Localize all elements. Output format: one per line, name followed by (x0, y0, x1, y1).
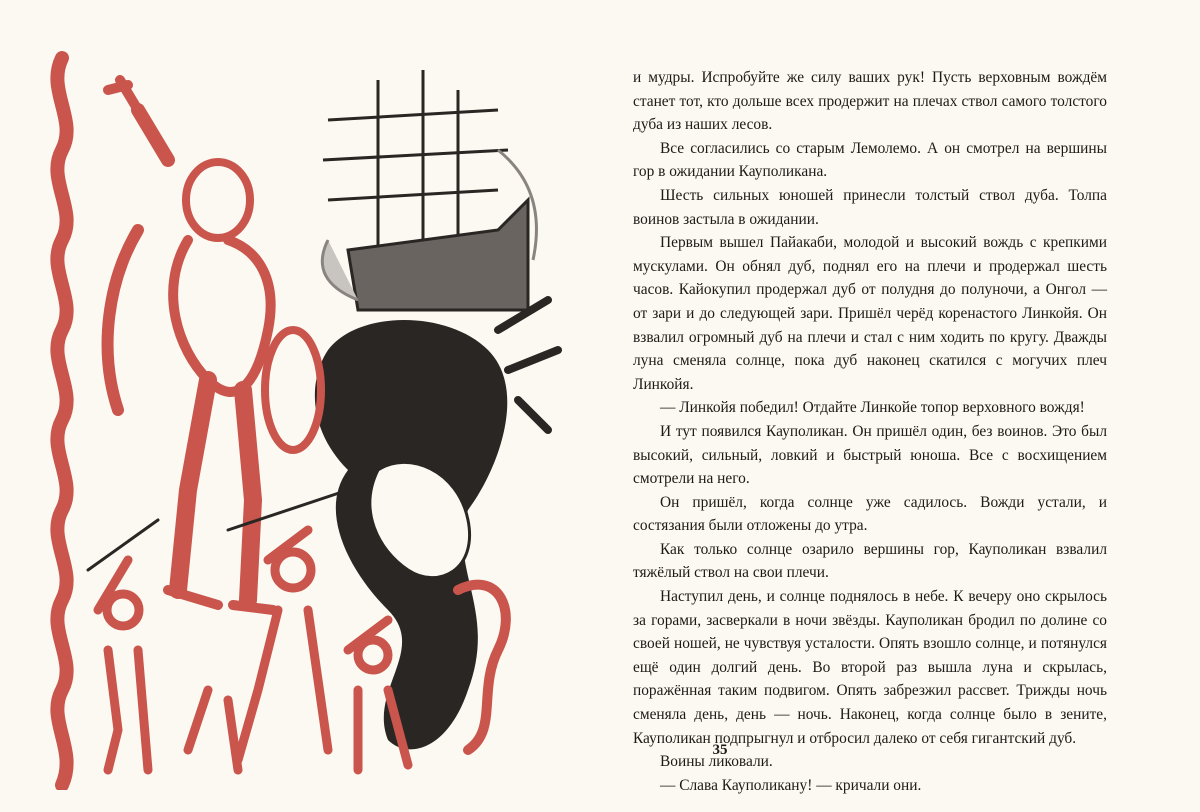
paragraph: Шесть сильных юношей принесли толстый ствол дуба. Толпа воинов застыла в ожидании. (633, 186, 1107, 228)
paragraph: Он пришёл, когда солнце уже садилось. Вожди устали, и состязания были отложены до утра. (633, 493, 1107, 535)
paragraph: и мудры. Испробуйте же силу ваших рук! Пусть верховным вождём станет тот, кто дольше всех продержит на плечах ствол самого толстого дуба из наших лесов. (633, 69, 1107, 134)
paragraph: Как только солнце озарило вершины гор, Кауполикан взвалил тяжёлый ствол на свои плечи. (633, 540, 1107, 582)
paragraph: Воины ликовали. (660, 753, 773, 771)
warrior-with-axe (108, 80, 321, 610)
sailing-ships (322, 70, 536, 310)
page-number: 35 (712, 742, 728, 758)
text-page (633, 66, 1107, 797)
paragraph: Наступил день, и солнце поднялось в небе. К вечеру оно скрылось за горами, засверкали в ночи звёзды. Кауполикан бродил по долине со своей ношей, не чувствуя усталости. Опять взошло солнце, и потянулся ещё один долгий день. Во второй раз вышла луна и скрылась, поражённая таким подвигом. Опять забрезжил рассвет. Трижды ночь сменяла день, день — ночь. Наконец, когда солнце было в зените, Кауполикан подпрыгнул и отбросил далеко от себя гигантский дуб. (633, 588, 1107, 747)
illustration (28, 50, 588, 790)
paragraph: — Слава Кауполикану! — кричали они. (660, 776, 922, 794)
paragraph: Все согласились со старым Лемолемо. А он смотрел на вершины гор в ожидании Кауполикана. (633, 139, 1107, 181)
illustration-artwork (28, 50, 588, 790)
wavy-border (57, 58, 66, 785)
paragraph: И тут появился Кауполикан. Он пришёл один, без воинов. Это был высокий, сильный, ловкий и быстрый юноша. Все с восхищением смотрели на него. (633, 422, 1107, 488)
paragraph: Первым вышел Пайакаби, молодой и высокий вождь с крепкими мускулами. Он обнял дуб, поднял его на плечи и продержал шесть часов. Кайокупил продержал дуб от полудня до полуночи, а Онгол — от зари и до следующей зари. Пришёл черёд коренастого Линкойя. Он взвалил огромный дуб на плечи и стал с ним ходить по кругу. Дважды луна сменяла солнце, пока дуб наконец скатился с могучих плеч Линкойя. (633, 234, 1107, 393)
paragraph: — Линкойя победил! Отдайте Линкойе топор верховного вождя! (660, 399, 1085, 417)
horses-and-riders (315, 300, 558, 750)
